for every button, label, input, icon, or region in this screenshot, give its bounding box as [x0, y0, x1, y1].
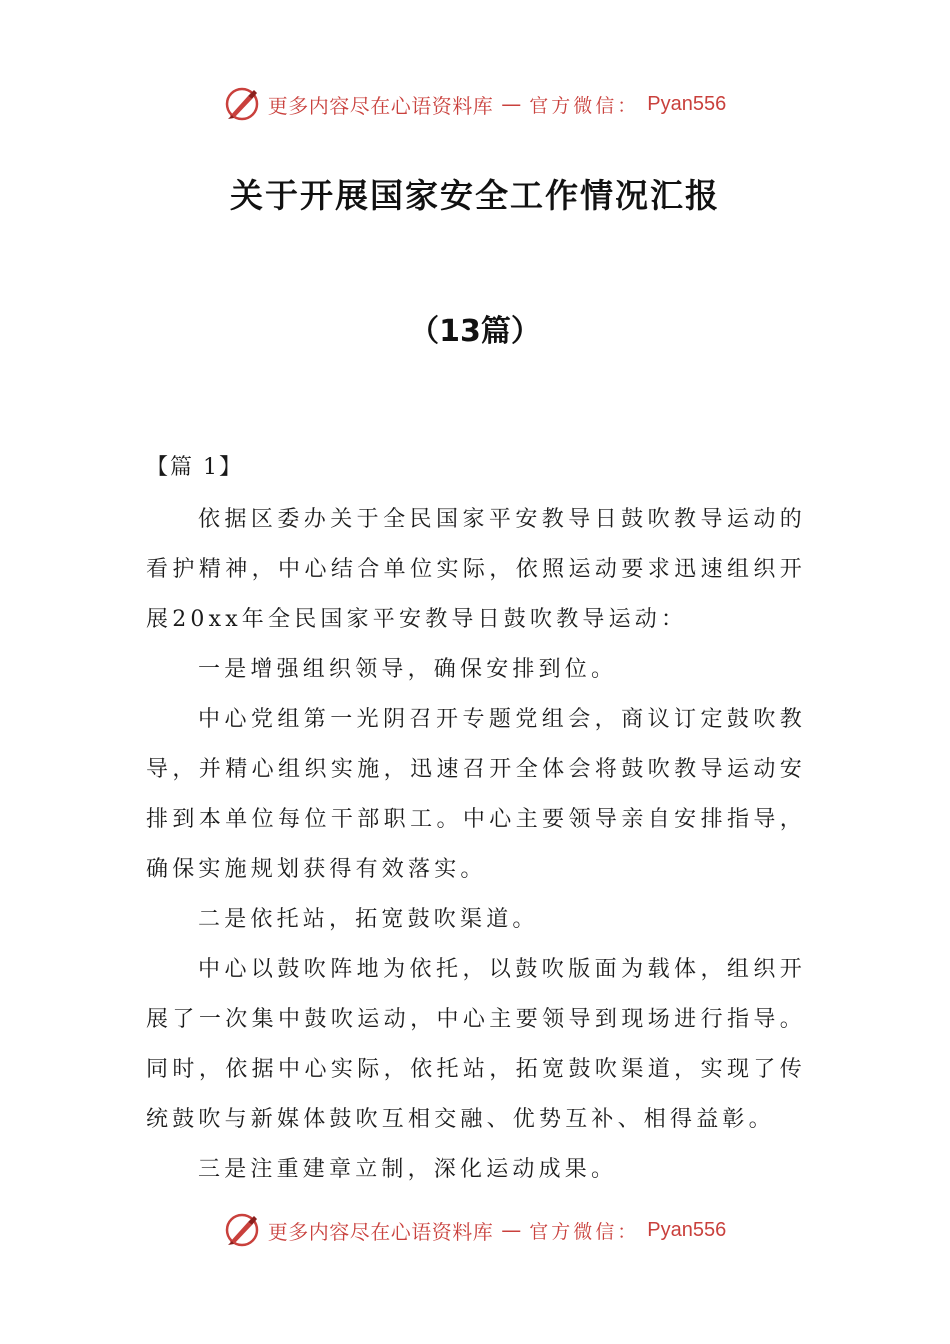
- header-watermark: [0, 82, 950, 126]
- document-body: [146, 446, 806, 1195]
- document-subtitle: （13篇）: [409, 314, 541, 349]
- watermark-separator: —: [501, 92, 522, 116]
- watermark-id: Pyan556: [647, 92, 727, 115]
- footer-watermark: [0, 1208, 950, 1252]
- watermark-text: 更多内容尽在心语资料库: [267, 93, 494, 118]
- paragraph-intro: 依据区委办关于全民国家平安教导日鼓吹教导运动的看护精神，中心结合单位实际，依照运动要求迅速组织开展20xx年全民国家平安教导日鼓吹教导运动：: [146, 507, 806, 632]
- watermark-official: 官方微信：: [529, 94, 640, 117]
- watermark-official: 官方微信：: [529, 1220, 640, 1243]
- watermark-id: Pyan556: [647, 1218, 727, 1241]
- watermark-text: 更多内容尽在心语资料库: [267, 1219, 494, 1244]
- paragraph-point-one-body: 中心党组第一光阴召开专题党组会，商议订定鼓吹教导，并精心组织实施，迅速召开全体会将鼓吹教导运动安排到本单位每位干部职工。中心主要领导亲自安排指导，确保实施规划获得有效落实。: [146, 707, 806, 882]
- paragraph-point-one-heading: 一是增强组织领导，确保安排到位。: [198, 657, 618, 682]
- paragraph-point-two-body: 中心以鼓吹阵地为依托，以鼓吹版面为载体，组织开展了一次集中鼓吹运动，中心主要领导到现场进行指导。同时，依据中心实际，依托站，拓宽鼓吹渠道，实现了传统鼓吹与新媒体鼓吹互相交融、优势互补、相得益彰。: [146, 957, 806, 1132]
- paragraph-point-two-heading: 二是依托站，拓宽鼓吹渠道。: [198, 907, 539, 932]
- pen-logo-icon: [224, 86, 260, 122]
- pen-logo-icon: [224, 1212, 260, 1248]
- watermark-separator: —: [501, 1218, 522, 1242]
- section-label: 【篇 1】: [146, 455, 243, 480]
- document-title: 关于开展国家安全工作情况汇报: [230, 176, 720, 215]
- paragraph-point-three-heading: 三是注重建章立制，深化运动成果。: [198, 1157, 618, 1182]
